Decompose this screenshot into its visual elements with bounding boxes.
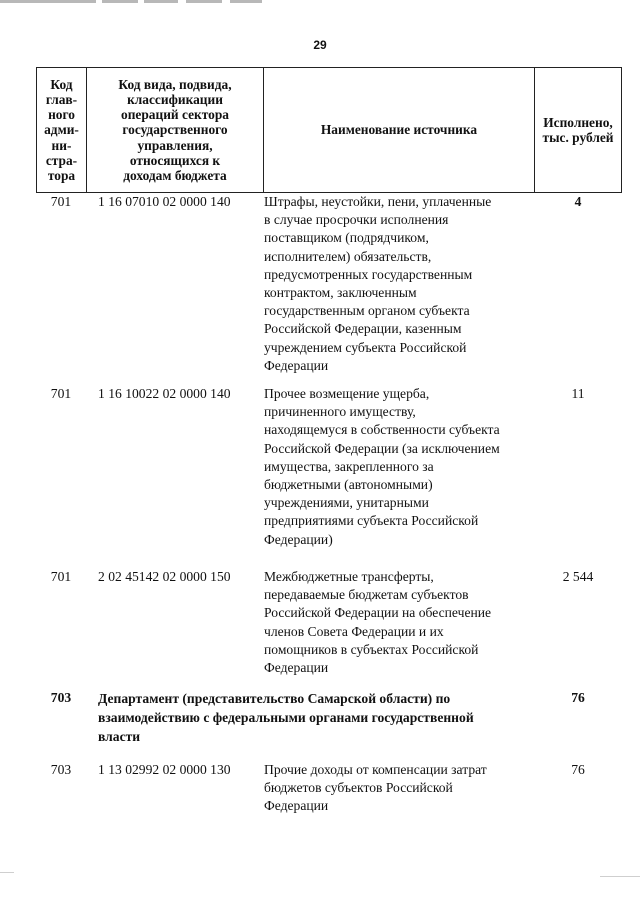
- header-source-name: Наименование источника: [320, 122, 478, 138]
- admin-code: 701: [50, 569, 72, 584]
- admin-code: 703: [50, 762, 72, 777]
- department-name: Департамент (представительство Самарской области) по взаимодействию с федеральными органами государственной власти: [98, 691, 474, 744]
- executed-amount: 76: [571, 762, 585, 777]
- header-admin-code: Код глав- ного адми- ни- стра- тора: [44, 76, 79, 183]
- source-name: Межбюджетные трансферты, передаваемые бюджетам субъектов Российской Федерации на обеспечение членов Совета Федерации и их помощников в субъектах Российской Федерации: [264, 569, 492, 676]
- header-executed-amount: Исполнено, тыс. рублей: [542, 114, 614, 145]
- source-name: Прочие доходы от компенсации затрат бюджетов субъектов Российской Федерации: [264, 762, 487, 814]
- executed-amount: 2 544: [562, 569, 594, 584]
- classification-code: 1 16 07010 02 0000 140: [98, 194, 231, 209]
- department-admin-code: 703: [50, 690, 72, 705]
- source-name: Прочее возмещение ущерба, причиненного имуществу, находящемуся в собственности субъекта Российской Федерации (за исключением имущества, закрепленного за бюджетными (автономными) учреждениями, унитарными предприятиями субъекта Российской Федерации): [264, 386, 500, 547]
- classification-code: 1 13 02992 02 0000 130: [98, 762, 231, 777]
- table-header: [36, 67, 622, 193]
- page-number: 29: [313, 38, 327, 52]
- executed-amount: 11: [571, 386, 585, 401]
- scan-edge-marks: [0, 0, 640, 4]
- header-classification-code: Код вида, подвида, классификации операций сектора государственного управления, относящихся к доходам бюджета: [118, 76, 232, 183]
- executed-amount: 4: [574, 194, 582, 209]
- department-amount: 76: [571, 690, 585, 705]
- source-name: Штрафы, неустойки, пени, уплаченные в случае просрочки исполнения поставщиком (подрядчиком, исполнителем) обязательств, предусмотренных государственным контрактом, заключенным государственным органом субъекта Российской Федерации, казенным учреждением субъекта Российской Федерации: [264, 194, 492, 373]
- admin-code: 701: [50, 386, 72, 401]
- classification-code: 2 02 45142 02 0000 150: [98, 569, 231, 584]
- admin-code: 701: [50, 194, 72, 209]
- classification-code: 1 16 10022 02 0000 140: [98, 386, 231, 401]
